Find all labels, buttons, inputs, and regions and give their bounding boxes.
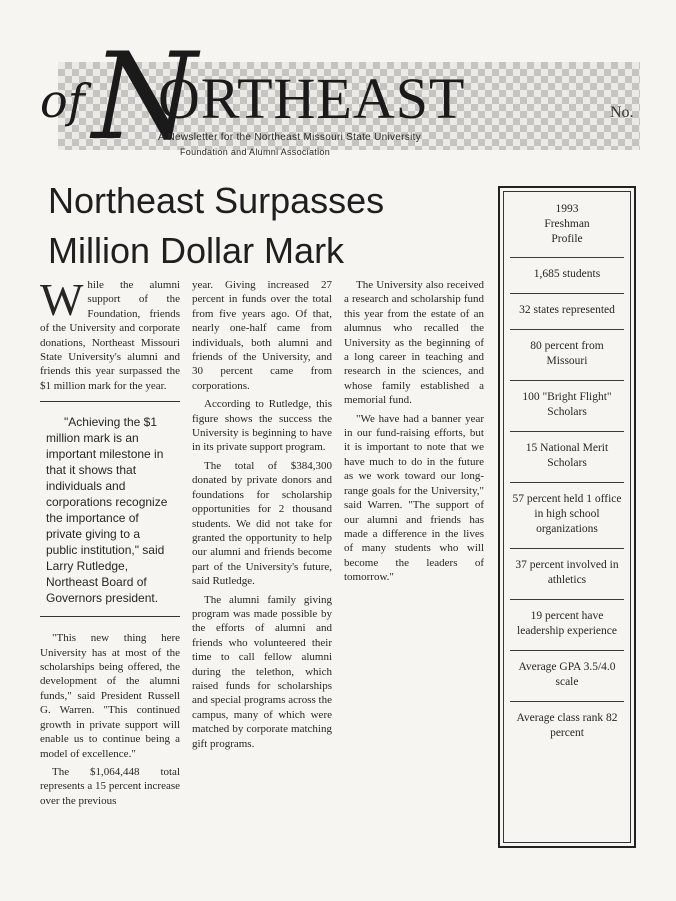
profile-item: 80 percent from Missouri	[510, 329, 624, 380]
profile-item: Average class rank 82 percent	[510, 701, 624, 752]
headline-line-1: Northeast Surpasses	[48, 180, 385, 221]
headline	[48, 176, 488, 276]
masthead-subtitle: A Newsletter for the Northeast Missouri State University	[158, 132, 422, 143]
profile-item: Average GPA 3.5/4.0 scale	[510, 650, 624, 701]
profile-title	[510, 202, 624, 247]
profile-item: 37 percent involved in athletics	[510, 548, 624, 599]
article-column-1	[40, 274, 180, 812]
pull-quote-text: "Achieving the $1 million mark is an important milestone in that it shows that individuals and corporations recognize the importance of private giving to a public institution," said Larry Rutledge, Northeast Board of Governors president.	[46, 415, 168, 606]
article-paragraph: year. Giving increased 27 percent in funds over the total from five years ago. Of that, nearly one-half came from individuals, both alumni and friends of the University, and 30 percent came from corporations.	[192, 279, 332, 392]
masthead-of: of	[40, 74, 85, 128]
article-paragraph: "We have had a banner year in our fund-raising efforts, but it is important to note that we have much to do in the future as we work toward our long-range goals for the University," said Warren. "The support of our alumni and friends has made a difference in the lives of many students who will become the leaders of tomorrow."	[344, 412, 484, 584]
article-column-3	[344, 278, 484, 589]
profile-item: 32 states represented	[510, 293, 624, 329]
profile-item: 1,685 students	[510, 257, 624, 293]
masthead-subtitle-2: Foundation and Alumni Association	[180, 147, 330, 157]
lead-paragraph	[40, 274, 180, 393]
lead-text: hile the alumni support of the Foundation, friends of the University and corporate donations, Northeast Missouri State University's alumni and friends this year surpassed the $1 million mark for the year.	[40, 279, 180, 392]
profile-item: 57 percent held 1 office in high school organizations	[510, 482, 624, 548]
profile-title-line-2: Freshman	[544, 218, 590, 230]
masthead-title: ORTHEAST	[158, 66, 466, 131]
freshman-profile-inner	[503, 191, 631, 843]
article-paragraph: The University also received a research and scholarship fund this year from the estate of an alumnus who recalled the University as the beginning of a long career in teaching and research in the sciences, and whose family established a memorial fund.	[344, 279, 484, 407]
profile-title-line-3: Profile	[551, 233, 583, 245]
pull-quote	[40, 401, 180, 617]
profile-item: 15 National Merit Scholars	[510, 431, 624, 482]
article-paragraph: According to Rutledge, this figure shows the success the University is beginning to have in its private support program.	[192, 398, 332, 454]
article-column-2	[192, 278, 332, 755]
masthead-issue-mark: No.	[610, 104, 634, 121]
masthead	[40, 28, 640, 170]
profile-title-year: 1993	[555, 203, 579, 215]
drop-cap: W	[40, 274, 84, 325]
profile-item: 19 percent have leadership experience	[510, 599, 624, 650]
freshman-profile-box	[498, 186, 636, 848]
article-paragraph: "This new thing here University has at most of the scholarships being offered, the development of the alumni funds," said President Russell G. Warren. "This continued growth in private support will enable us to continue being a model of excellence."	[40, 632, 180, 760]
article-paragraph: The alumni family giving program was made possible by the efforts of alumni and friends who volunteered their time to call fellow alumni during the telethon, which raised funds for scholarships and special programs across the campus, many of which were matched by corporate matching gift programs.	[192, 593, 332, 750]
profile-item: 100 "Bright Flight" Scholars	[510, 380, 624, 431]
masthead-n: N	[92, 28, 197, 167]
article-paragraph: The $1,064,448 total represents a 15 percent increase over the previous	[40, 765, 180, 807]
headline-line-2: Million Dollar Mark	[48, 230, 345, 271]
article-paragraph: The total of $384,300 donated by private donors and foundations for scholarship opportunities for 2 thousand students. We did not take for granted the opportunity to help our alumni and friends become part of the University's future, said Rutledge.	[192, 459, 332, 588]
